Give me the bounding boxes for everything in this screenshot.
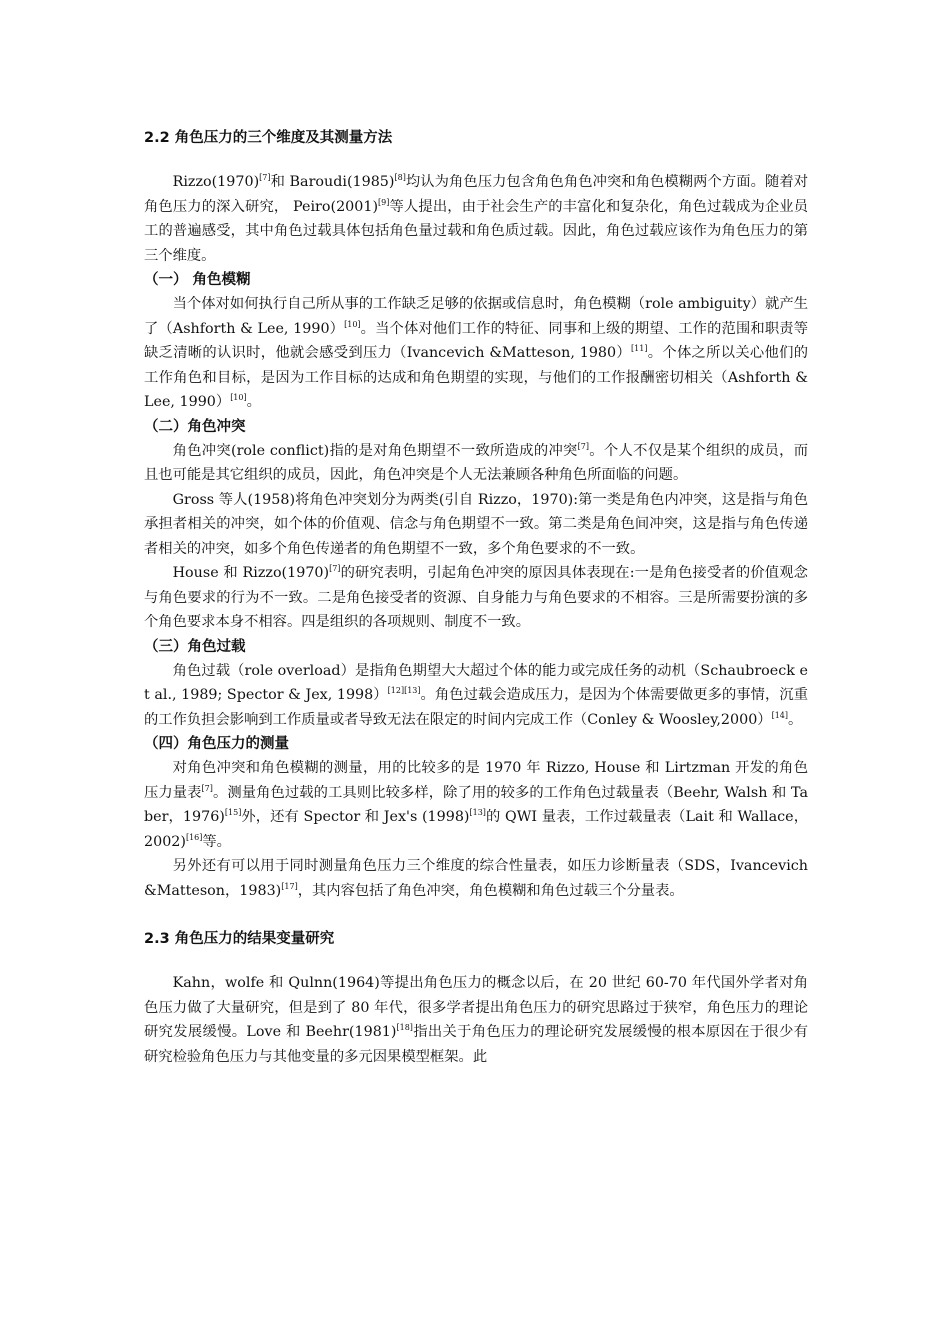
paragraph: [144, 561, 808, 635]
subsection-heading: （二）角色冲突: [144, 418, 246, 435]
text-run: 对角色冲突和角色模糊的测量，用的比较多的是 1970 年 Rizzo, House 和 Lirtzman 开发的角色压力量表: [144, 760, 808, 801]
citation-ref: [7]: [201, 783, 213, 793]
citation-ref: [7]: [259, 173, 271, 182]
subsection-heading: （四）角色压力的测量: [144, 736, 289, 752]
paragraph: [144, 854, 808, 903]
text-run: 等人提出，由于社会生产的丰富化和复杂化，角色过载成为企业员工的普遍感受，其中角色过载具体包括角色量过载和角色质过载。因此，角色过载应该作为角色压力的第三个维度。: [144, 198, 808, 264]
subsection-heading: （一） 角色模糊: [144, 272, 251, 288]
text-run: House 和 Rizzo(1970): [172, 565, 330, 581]
text-run: 。测量角色过载的工具则比较多样，除了用的较多的工作角色过载量表（Beehr, Walsh 和 Taber，1976): [144, 784, 809, 825]
citation-ref: [14]: [771, 710, 789, 720]
text-run: 指出关于角色压力的理论研究发展缓慢的根本原因在于很少有研究检验角色压力与其他变量的多元因果模型框架。此: [144, 1024, 808, 1065]
text-run: 。个人不仅是某个组织的成员，而且也可能是其它组织的成员，因此，角色冲突是个人无法兼顾各种角色所面临的问题。: [144, 442, 808, 483]
citation-ref: [10]: [344, 319, 361, 329]
citation-ref: [7]: [329, 564, 341, 573]
paragraph: [144, 659, 808, 733]
text-run: 的研究表明，引起角色冲突的原因具体表现在:一是角色接受者的价值观念与角色要求的行为不一致。二是角色接受者的资源、自身能力与角色要求的不相容。三是所需要扮演的多个角色要求本身不相容。四是组织的各项规则、制度不一致。: [144, 565, 808, 630]
spacer: [144, 903, 808, 927]
text-run: 。: [788, 711, 803, 728]
citation-ref: [13]: [469, 808, 486, 817]
citation-ref: [7]: [577, 441, 589, 451]
paragraph: [144, 971, 808, 1069]
text-run: Gross 等人(1958)将角色冲突划分为两类(引自 Rizzo，1970):第一类是角色内冲突，这是指与角色承担者相关的冲突，如个体的价值观、信念与角色期望不一致。第二类是角色间冲突，这是指与角色传递者相关的冲突，如多个角色传递者的角色期望不一致，多个角色要求的不一致。: [144, 491, 808, 557]
text-run: 均认为角色压力包含角色角色冲突和角色模糊两个方面。随着对角色压力的深入研究， Peiro(2001): [144, 174, 808, 215]
text-run: Kahn，wolfe 和 Qulnn(1964)等提出角色压力的概念以后，在 20 世纪 60-70 年代国外学者对角色压力做了大量研究，但是到了 80 年代，很多学者提出角色压力的研究思路过于狭窄，角色压力的理论研究发展缓慢。Love 和 Beehr(1981): [144, 975, 808, 1040]
section-heading: 2.3 角色压力的结果变量研究: [144, 931, 335, 947]
text-run: 和 Baroudi(1985): [270, 174, 395, 190]
citation-ref: [12][13]: [387, 686, 421, 695]
paragraph: [144, 488, 808, 562]
paragraph: [144, 292, 808, 415]
citation-ref: [17]: [281, 881, 298, 891]
text-run: 另外还有可以用于同时测量角色压力三个维度的综合性量表，如压力诊断量表（SDS，Ivancevich &Matteson，1983): [144, 858, 808, 899]
citation-ref: [10]: [230, 393, 247, 402]
spacer: [144, 951, 808, 971]
paragraph: [144, 439, 808, 488]
text-run: 外，还有 Spector 和 Jex's (1998): [241, 809, 470, 825]
text-run: 当个体对如何执行自己所从事的工作缺乏足够的依据或信息时，角色模糊（role ambiguity）就产生了（Ashforth & Lee, 1990）: [144, 296, 808, 337]
text-run: 。: [246, 394, 261, 410]
citation-ref: [11]: [631, 344, 648, 353]
text-run: 。个体之所以关心他们的工作角色和目标，是因为工作目标的达成和角色期望的实现，与他们的工作报酬密切相关（Ashforth & Lee, 1990）: [144, 345, 809, 410]
text-run: ，其内容包括了角色冲突，角色模糊和角色过载三个分量表。: [297, 882, 684, 899]
text-run: 角色过载（role overload）是指角色期望大大超过个体的能力或完成任务的动机（Schaubroeck et al., 1989; Spector & Jex, 1998）: [144, 662, 808, 703]
text-run: 。当个体对他们工作的特征、同事和上级的期望、工作的范围和职责等缺乏清晰的认识时，他就会感受到压力（Ivancevich &Matteson, 1980）: [144, 320, 809, 361]
text-run: 角色冲突(role conflict)指的是对角色期望不一致所造成的冲突: [172, 442, 578, 459]
text-run: 。角色过载会造成压力，是因为个体需要做更多的事情，沉重的工作负担会影响到工作质量或者导致无法在限定的时间内完成工作（Conley & Woosley,2000）: [144, 687, 808, 728]
citation-ref: [8]: [394, 173, 406, 182]
paragraph: [144, 170, 808, 268]
document-page: [144, 126, 808, 1069]
text-run: 的 QWI 量表，工作过载量表（Lait 和 Wallace，2002): [144, 809, 808, 850]
citation-ref: [18]: [396, 1023, 413, 1032]
subsection-heading: （三）角色过载: [144, 638, 246, 655]
citation-ref: [15]: [224, 808, 242, 817]
spacer: [144, 150, 808, 170]
text-run: 等。: [202, 833, 231, 850]
citation-ref: [9]: [378, 197, 390, 207]
text-run: Rizzo(1970): [172, 174, 260, 190]
paragraph: [144, 756, 808, 854]
section-heading: 2.2 角色压力的三个维度及其测量方法: [144, 130, 393, 146]
citation-ref: [16]: [185, 832, 203, 842]
